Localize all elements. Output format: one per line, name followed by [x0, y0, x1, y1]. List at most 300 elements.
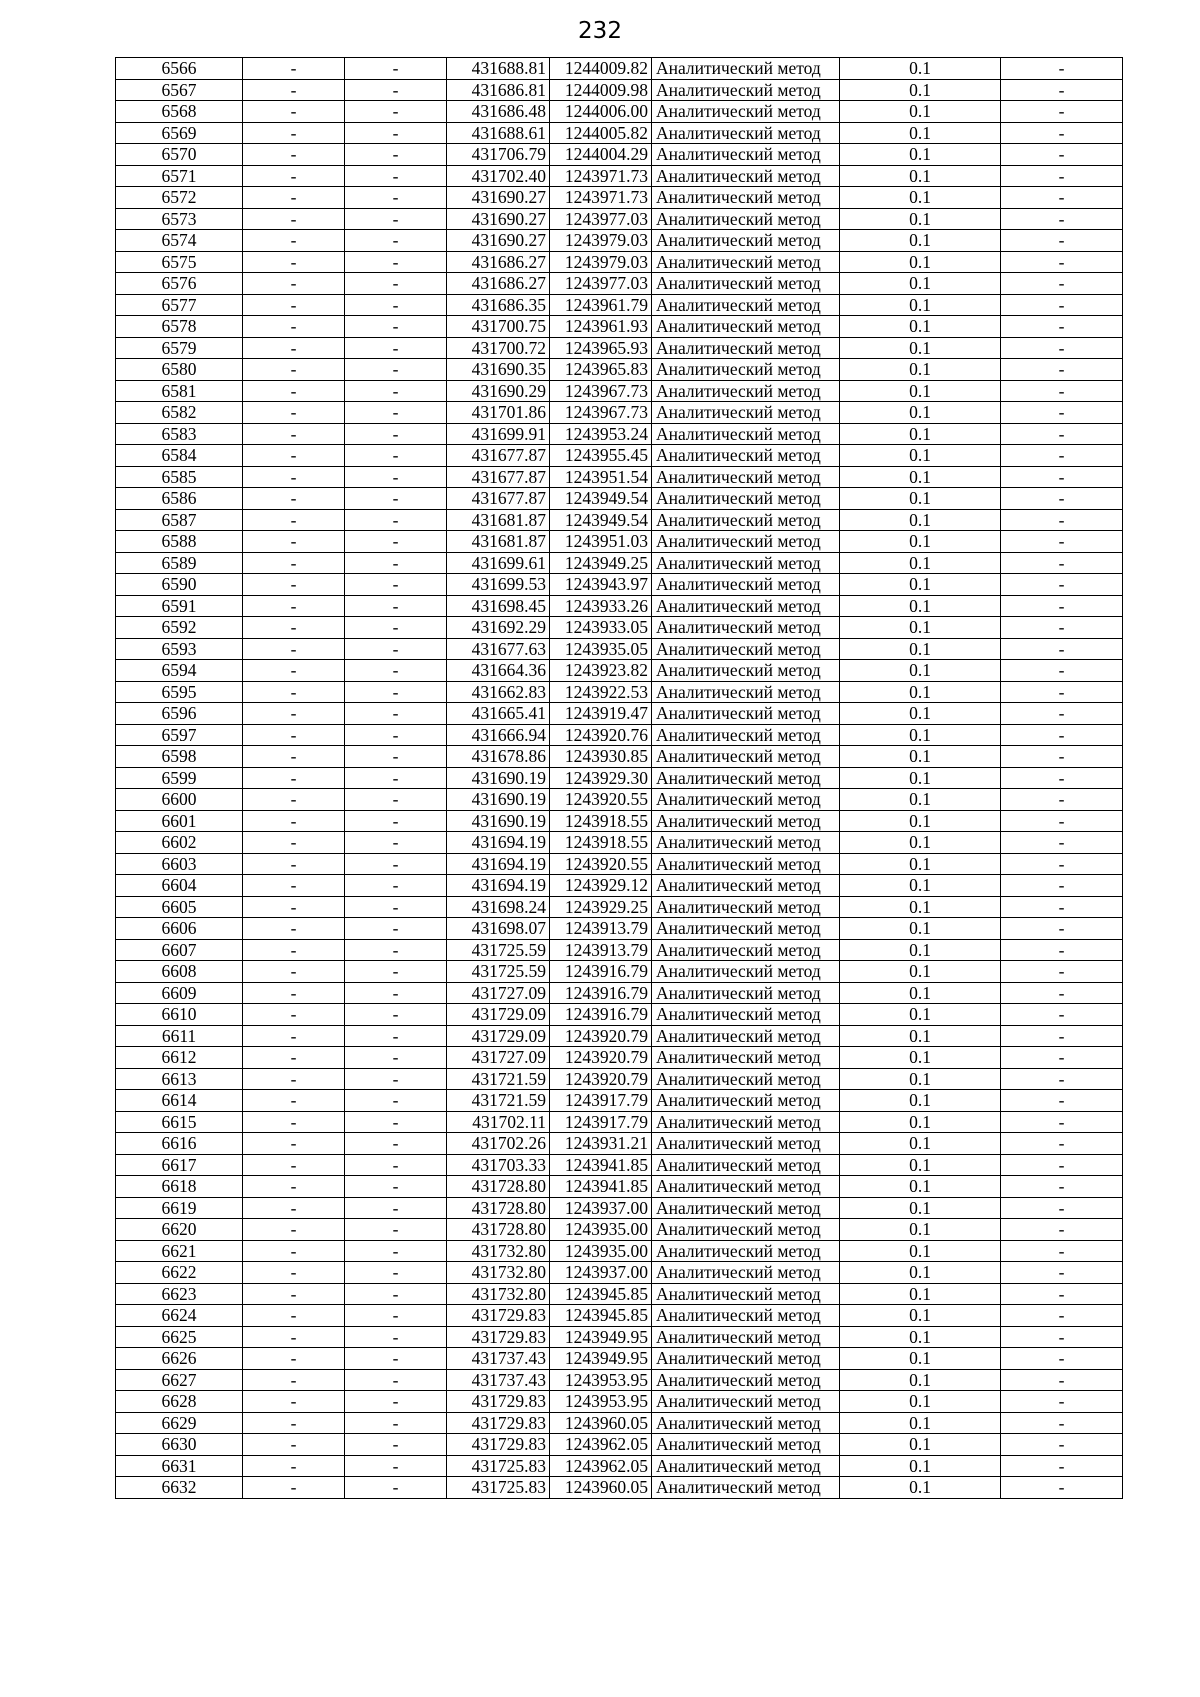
method-cell: Аналитический метод: [652, 574, 840, 596]
note-cell: -: [1001, 230, 1123, 252]
x-coordinate-cell: 431694.19: [447, 853, 550, 875]
empty-x-cell: -: [243, 316, 345, 338]
accuracy-cell: 0.1: [840, 445, 1001, 467]
table-row: [116, 380, 1123, 402]
point-number-cell: 6586: [116, 488, 243, 510]
point-number-cell: 6626: [116, 1348, 243, 1370]
accuracy-cell: 0.1: [840, 208, 1001, 230]
note-cell: -: [1001, 1176, 1123, 1198]
y-coordinate-cell: 1243967.73: [550, 380, 652, 402]
point-number-cell: 6607: [116, 939, 243, 961]
note-cell: -: [1001, 337, 1123, 359]
empty-x-cell: -: [243, 1090, 345, 1112]
point-number-cell: 6591: [116, 595, 243, 617]
point-number-cell: 6571: [116, 165, 243, 187]
point-number-cell: 6582: [116, 402, 243, 424]
note-cell: -: [1001, 165, 1123, 187]
empty-y-cell: -: [345, 1477, 447, 1499]
note-cell: -: [1001, 746, 1123, 768]
point-number-cell: 6617: [116, 1154, 243, 1176]
empty-y-cell: -: [345, 1197, 447, 1219]
point-number-cell: 6580: [116, 359, 243, 381]
method-cell: Аналитический метод: [652, 853, 840, 875]
note-cell: -: [1001, 853, 1123, 875]
point-number-cell: 6612: [116, 1047, 243, 1069]
x-coordinate-cell: 431694.19: [447, 832, 550, 854]
method-cell: Аналитический метод: [652, 1283, 840, 1305]
x-coordinate-cell: 431699.53: [447, 574, 550, 596]
table-row: [116, 208, 1123, 230]
empty-y-cell: -: [345, 681, 447, 703]
table-row: [116, 617, 1123, 639]
y-coordinate-cell: 1243922.53: [550, 681, 652, 703]
x-coordinate-cell: 431690.27: [447, 208, 550, 230]
x-coordinate-cell: 431727.09: [447, 982, 550, 1004]
x-coordinate-cell: 431702.26: [447, 1133, 550, 1155]
accuracy-cell: 0.1: [840, 79, 1001, 101]
accuracy-cell: 0.1: [840, 552, 1001, 574]
note-cell: -: [1001, 509, 1123, 531]
method-cell: Аналитический метод: [652, 1326, 840, 1348]
note-cell: -: [1001, 1326, 1123, 1348]
y-coordinate-cell: 1243945.85: [550, 1305, 652, 1327]
x-coordinate-cell: 431698.24: [447, 896, 550, 918]
table-row: [116, 1326, 1123, 1348]
x-coordinate-cell: 431688.61: [447, 122, 550, 144]
empty-x-cell: -: [243, 122, 345, 144]
x-coordinate-cell: 431698.07: [447, 918, 550, 940]
note-cell: -: [1001, 1025, 1123, 1047]
empty-y-cell: -: [345, 1455, 447, 1477]
y-coordinate-cell: 1243929.30: [550, 767, 652, 789]
note-cell: -: [1001, 1004, 1123, 1026]
method-cell: Аналитический метод: [652, 1068, 840, 1090]
accuracy-cell: 0.1: [840, 1025, 1001, 1047]
y-coordinate-cell: 1243962.05: [550, 1455, 652, 1477]
point-number-cell: 6590: [116, 574, 243, 596]
table-row: [116, 789, 1123, 811]
empty-y-cell: -: [345, 982, 447, 1004]
empty-x-cell: -: [243, 101, 345, 123]
table-row: [116, 466, 1123, 488]
accuracy-cell: 0.1: [840, 316, 1001, 338]
table-row: [116, 294, 1123, 316]
y-coordinate-cell: 1243923.82: [550, 660, 652, 682]
y-coordinate-cell: 1243949.54: [550, 509, 652, 531]
empty-y-cell: -: [345, 531, 447, 553]
note-cell: -: [1001, 1047, 1123, 1069]
empty-x-cell: -: [243, 79, 345, 101]
point-number-cell: 6576: [116, 273, 243, 295]
note-cell: -: [1001, 531, 1123, 553]
y-coordinate-cell: 1243935.00: [550, 1219, 652, 1241]
empty-y-cell: -: [345, 1412, 447, 1434]
accuracy-cell: 0.1: [840, 488, 1001, 510]
empty-x-cell: -: [243, 1068, 345, 1090]
note-cell: -: [1001, 939, 1123, 961]
empty-y-cell: -: [345, 1326, 447, 1348]
empty-x-cell: -: [243, 488, 345, 510]
method-cell: Аналитический метод: [652, 337, 840, 359]
method-cell: Аналитический метод: [652, 380, 840, 402]
accuracy-cell: 0.1: [840, 1004, 1001, 1026]
x-coordinate-cell: 431686.48: [447, 101, 550, 123]
accuracy-cell: 0.1: [840, 187, 1001, 209]
point-number-cell: 6595: [116, 681, 243, 703]
x-coordinate-cell: 431721.59: [447, 1090, 550, 1112]
table-row: [116, 1219, 1123, 1241]
note-cell: -: [1001, 1305, 1123, 1327]
x-coordinate-cell: 431737.43: [447, 1348, 550, 1370]
y-coordinate-cell: 1243949.25: [550, 552, 652, 574]
table-row: [116, 1154, 1123, 1176]
point-number-cell: 6573: [116, 208, 243, 230]
y-coordinate-cell: 1243933.05: [550, 617, 652, 639]
y-coordinate-cell: 1243945.85: [550, 1283, 652, 1305]
method-cell: Аналитический метод: [652, 402, 840, 424]
y-coordinate-cell: 1243918.55: [550, 832, 652, 854]
accuracy-cell: 0.1: [840, 810, 1001, 832]
note-cell: -: [1001, 380, 1123, 402]
y-coordinate-cell: 1243953.95: [550, 1369, 652, 1391]
empty-y-cell: -: [345, 1283, 447, 1305]
note-cell: -: [1001, 789, 1123, 811]
accuracy-cell: 0.1: [840, 789, 1001, 811]
table-row: [116, 853, 1123, 875]
table-row: [116, 1305, 1123, 1327]
note-cell: -: [1001, 316, 1123, 338]
empty-y-cell: -: [345, 638, 447, 660]
table-row: [116, 746, 1123, 768]
empty-y-cell: -: [345, 251, 447, 273]
method-cell: Аналитический метод: [652, 767, 840, 789]
accuracy-cell: 0.1: [840, 1219, 1001, 1241]
point-number-cell: 6624: [116, 1305, 243, 1327]
empty-x-cell: -: [243, 1348, 345, 1370]
accuracy-cell: 0.1: [840, 574, 1001, 596]
empty-x-cell: -: [243, 574, 345, 596]
x-coordinate-cell: 431677.87: [447, 466, 550, 488]
accuracy-cell: 0.1: [840, 1455, 1001, 1477]
note-cell: -: [1001, 144, 1123, 166]
empty-y-cell: -: [345, 423, 447, 445]
empty-x-cell: -: [243, 466, 345, 488]
empty-x-cell: -: [243, 832, 345, 854]
y-coordinate-cell: 1243971.73: [550, 187, 652, 209]
x-coordinate-cell: 431729.09: [447, 1004, 550, 1026]
method-cell: Аналитический метод: [652, 638, 840, 660]
empty-x-cell: -: [243, 1133, 345, 1155]
x-coordinate-cell: 431729.09: [447, 1025, 550, 1047]
table-row: [116, 1262, 1123, 1284]
method-cell: Аналитический метод: [652, 1154, 840, 1176]
empty-y-cell: -: [345, 1133, 447, 1155]
empty-y-cell: -: [345, 552, 447, 574]
note-cell: -: [1001, 101, 1123, 123]
note-cell: -: [1001, 251, 1123, 273]
point-number-cell: 6601: [116, 810, 243, 832]
empty-y-cell: -: [345, 1369, 447, 1391]
x-coordinate-cell: 431686.27: [447, 251, 550, 273]
note-cell: -: [1001, 1455, 1123, 1477]
method-cell: Аналитический метод: [652, 509, 840, 531]
table-row: [116, 316, 1123, 338]
note-cell: -: [1001, 79, 1123, 101]
method-cell: Аналитический метод: [652, 531, 840, 553]
note-cell: -: [1001, 1090, 1123, 1112]
x-coordinate-cell: 431732.80: [447, 1283, 550, 1305]
y-coordinate-cell: 1243930.85: [550, 746, 652, 768]
method-cell: Аналитический метод: [652, 660, 840, 682]
accuracy-cell: 0.1: [840, 509, 1001, 531]
y-coordinate-cell: 1243949.54: [550, 488, 652, 510]
y-coordinate-cell: 1243935.00: [550, 1240, 652, 1262]
point-number-cell: 6604: [116, 875, 243, 897]
table-row: [116, 810, 1123, 832]
empty-x-cell: -: [243, 1197, 345, 1219]
table-row: [116, 574, 1123, 596]
table-row: [116, 703, 1123, 725]
x-coordinate-cell: 431690.19: [447, 767, 550, 789]
note-cell: -: [1001, 1283, 1123, 1305]
table-row: [116, 982, 1123, 1004]
method-cell: Аналитический метод: [652, 1047, 840, 1069]
note-cell: -: [1001, 1068, 1123, 1090]
point-number-cell: 6596: [116, 703, 243, 725]
empty-y-cell: -: [345, 703, 447, 725]
point-number-cell: 6630: [116, 1434, 243, 1456]
method-cell: Аналитический метод: [652, 552, 840, 574]
accuracy-cell: 0.1: [840, 101, 1001, 123]
note-cell: -: [1001, 724, 1123, 746]
accuracy-cell: 0.1: [840, 918, 1001, 940]
note-cell: -: [1001, 681, 1123, 703]
accuracy-cell: 0.1: [840, 939, 1001, 961]
method-cell: Аналитический метод: [652, 122, 840, 144]
table-row: [116, 488, 1123, 510]
x-coordinate-cell: 431686.81: [447, 79, 550, 101]
empty-y-cell: -: [345, 1219, 447, 1241]
method-cell: Аналитический метод: [652, 1391, 840, 1413]
empty-y-cell: -: [345, 294, 447, 316]
note-cell: -: [1001, 638, 1123, 660]
method-cell: Аналитический метод: [652, 810, 840, 832]
y-coordinate-cell: 1243943.97: [550, 574, 652, 596]
table-row: [116, 724, 1123, 746]
note-cell: -: [1001, 810, 1123, 832]
point-number-cell: 6572: [116, 187, 243, 209]
empty-x-cell: -: [243, 982, 345, 1004]
point-number-cell: 6613: [116, 1068, 243, 1090]
method-cell: Аналитический метод: [652, 746, 840, 768]
method-cell: Аналитический метод: [652, 101, 840, 123]
y-coordinate-cell: 1244009.82: [550, 58, 652, 80]
y-coordinate-cell: 1243951.54: [550, 466, 652, 488]
y-coordinate-cell: 1243977.03: [550, 208, 652, 230]
x-coordinate-cell: 431729.83: [447, 1391, 550, 1413]
accuracy-cell: 0.1: [840, 853, 1001, 875]
method-cell: Аналитический метод: [652, 875, 840, 897]
point-number-cell: 6616: [116, 1133, 243, 1155]
empty-x-cell: -: [243, 423, 345, 445]
table-row: [116, 939, 1123, 961]
method-cell: Аналитический метод: [652, 466, 840, 488]
empty-x-cell: -: [243, 1369, 345, 1391]
point-number-cell: 6589: [116, 552, 243, 574]
y-coordinate-cell: 1243949.95: [550, 1348, 652, 1370]
x-coordinate-cell: 431698.45: [447, 595, 550, 617]
y-coordinate-cell: 1243977.03: [550, 273, 652, 295]
table-row: [116, 1176, 1123, 1198]
empty-y-cell: -: [345, 767, 447, 789]
note-cell: -: [1001, 767, 1123, 789]
empty-x-cell: -: [243, 251, 345, 273]
x-coordinate-cell: 431732.80: [447, 1262, 550, 1284]
empty-x-cell: -: [243, 552, 345, 574]
accuracy-cell: 0.1: [840, 230, 1001, 252]
y-coordinate-cell: 1244004.29: [550, 144, 652, 166]
empty-y-cell: -: [345, 359, 447, 381]
x-coordinate-cell: 431729.83: [447, 1305, 550, 1327]
empty-x-cell: -: [243, 681, 345, 703]
page-number: 232: [578, 18, 622, 44]
note-cell: -: [1001, 660, 1123, 682]
note-cell: -: [1001, 832, 1123, 854]
empty-x-cell: -: [243, 1434, 345, 1456]
y-coordinate-cell: 1243955.45: [550, 445, 652, 467]
y-coordinate-cell: 1243971.73: [550, 165, 652, 187]
empty-y-cell: -: [345, 466, 447, 488]
empty-x-cell: -: [243, 638, 345, 660]
empty-x-cell: -: [243, 1004, 345, 1026]
method-cell: Аналитический метод: [652, 1197, 840, 1219]
y-coordinate-cell: 1243918.55: [550, 810, 652, 832]
note-cell: -: [1001, 595, 1123, 617]
x-coordinate-cell: 431664.36: [447, 660, 550, 682]
table-row: [116, 423, 1123, 445]
empty-y-cell: -: [345, 1068, 447, 1090]
x-coordinate-cell: 431678.86: [447, 746, 550, 768]
point-number-cell: 6577: [116, 294, 243, 316]
y-coordinate-cell: 1243920.55: [550, 853, 652, 875]
table-row: [116, 531, 1123, 553]
empty-y-cell: -: [345, 1047, 447, 1069]
method-cell: Аналитический метод: [652, 230, 840, 252]
x-coordinate-cell: 431703.33: [447, 1154, 550, 1176]
x-coordinate-cell: 431729.83: [447, 1326, 550, 1348]
empty-x-cell: -: [243, 1219, 345, 1241]
x-coordinate-cell: 431665.41: [447, 703, 550, 725]
accuracy-cell: 0.1: [840, 1434, 1001, 1456]
accuracy-cell: 0.1: [840, 1154, 1001, 1176]
empty-y-cell: -: [345, 445, 447, 467]
point-number-cell: 6587: [116, 509, 243, 531]
x-coordinate-cell: 431692.29: [447, 617, 550, 639]
method-cell: Аналитический метод: [652, 294, 840, 316]
table-row: [116, 165, 1123, 187]
table-row: [116, 1434, 1123, 1456]
x-coordinate-cell: 431688.81: [447, 58, 550, 80]
point-number-cell: 6621: [116, 1240, 243, 1262]
point-number-cell: 6614: [116, 1090, 243, 1112]
method-cell: Аналитический метод: [652, 982, 840, 1004]
table-row: [116, 251, 1123, 273]
x-coordinate-cell: 431677.87: [447, 445, 550, 467]
empty-x-cell: -: [243, 273, 345, 295]
empty-y-cell: -: [345, 1348, 447, 1370]
accuracy-cell: 0.1: [840, 273, 1001, 295]
empty-x-cell: -: [243, 1047, 345, 1069]
table-row: [116, 187, 1123, 209]
method-cell: Аналитический метод: [652, 1025, 840, 1047]
accuracy-cell: 0.1: [840, 380, 1001, 402]
x-coordinate-cell: 431700.72: [447, 337, 550, 359]
method-cell: Аналитический метод: [652, 273, 840, 295]
empty-y-cell: -: [345, 1154, 447, 1176]
table-row: [116, 1391, 1123, 1413]
empty-x-cell: -: [243, 1240, 345, 1262]
point-number-cell: 6581: [116, 380, 243, 402]
x-coordinate-cell: 431677.63: [447, 638, 550, 660]
point-number-cell: 6623: [116, 1283, 243, 1305]
method-cell: Аналитический метод: [652, 58, 840, 80]
x-coordinate-cell: 431686.27: [447, 273, 550, 295]
y-coordinate-cell: 1243960.05: [550, 1412, 652, 1434]
point-number-cell: 6597: [116, 724, 243, 746]
accuracy-cell: 0.1: [840, 294, 1001, 316]
point-number-cell: 6600: [116, 789, 243, 811]
empty-y-cell: -: [345, 122, 447, 144]
empty-x-cell: -: [243, 445, 345, 467]
accuracy-cell: 0.1: [840, 144, 1001, 166]
point-number-cell: 6579: [116, 337, 243, 359]
point-number-cell: 6625: [116, 1326, 243, 1348]
method-cell: Аналитический метод: [652, 1348, 840, 1370]
y-coordinate-cell: 1243979.03: [550, 230, 652, 252]
empty-x-cell: -: [243, 1154, 345, 1176]
empty-y-cell: -: [345, 1262, 447, 1284]
empty-x-cell: -: [243, 853, 345, 875]
y-coordinate-cell: 1243979.03: [550, 251, 652, 273]
empty-x-cell: -: [243, 789, 345, 811]
empty-y-cell: -: [345, 273, 447, 295]
empty-x-cell: -: [243, 595, 345, 617]
empty-x-cell: -: [243, 1283, 345, 1305]
x-coordinate-cell: 431690.19: [447, 810, 550, 832]
accuracy-cell: 0.1: [840, 58, 1001, 80]
empty-y-cell: -: [345, 896, 447, 918]
point-number-cell: 6611: [116, 1025, 243, 1047]
point-number-cell: 6567: [116, 79, 243, 101]
x-coordinate-cell: 431690.19: [447, 789, 550, 811]
accuracy-cell: 0.1: [840, 165, 1001, 187]
empty-x-cell: -: [243, 337, 345, 359]
y-coordinate-cell: 1243935.05: [550, 638, 652, 660]
note-cell: -: [1001, 875, 1123, 897]
method-cell: Аналитический метод: [652, 165, 840, 187]
y-coordinate-cell: 1243916.79: [550, 961, 652, 983]
accuracy-cell: 0.1: [840, 1326, 1001, 1348]
method-cell: Аналитический метод: [652, 918, 840, 940]
method-cell: Аналитический метод: [652, 1477, 840, 1499]
empty-x-cell: -: [243, 1391, 345, 1413]
empty-y-cell: -: [345, 939, 447, 961]
x-coordinate-cell: 431662.83: [447, 681, 550, 703]
x-coordinate-cell: 431702.40: [447, 165, 550, 187]
accuracy-cell: 0.1: [840, 681, 1001, 703]
accuracy-cell: 0.1: [840, 875, 1001, 897]
note-cell: -: [1001, 1219, 1123, 1241]
